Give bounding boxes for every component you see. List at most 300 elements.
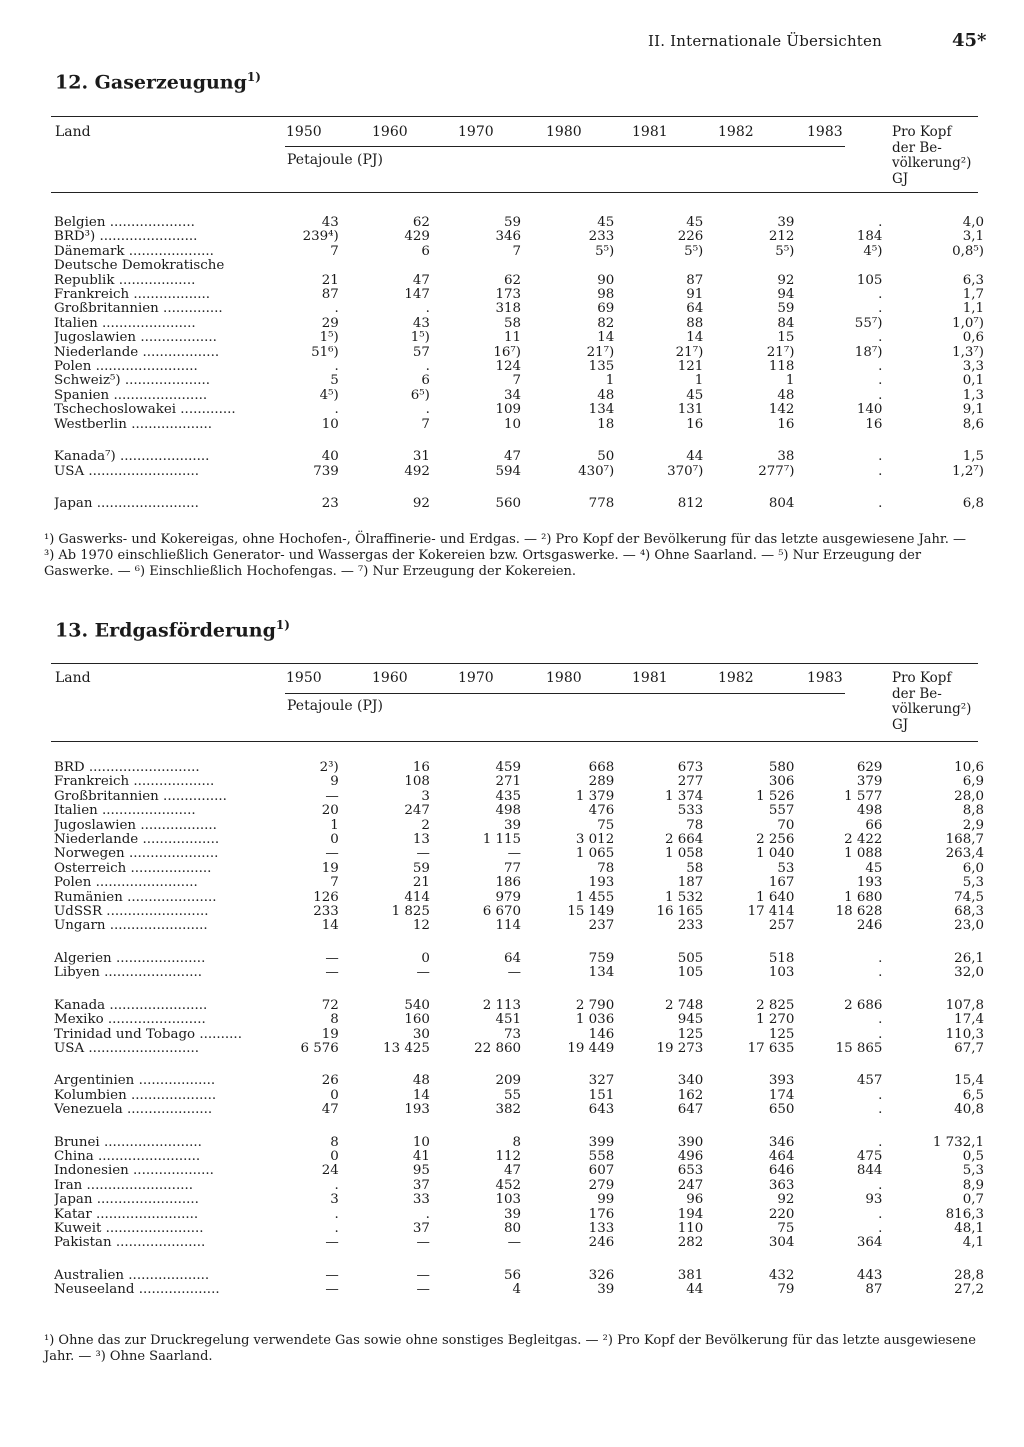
value-cell: 15 bbox=[777, 331, 795, 346]
value-cell: 1 115 bbox=[482, 833, 522, 848]
value-cell: 1 532 bbox=[664, 890, 704, 905]
country-cell: Dänemark .................... bbox=[54, 244, 214, 259]
value-cell bbox=[430, 934, 521, 952]
country-cell: Ungarn ....................... bbox=[54, 919, 208, 934]
table-spacer-row bbox=[54, 934, 984, 952]
value-cell bbox=[703, 259, 794, 273]
value-cell: 58 bbox=[503, 316, 522, 331]
value-cell: 1 379 bbox=[575, 789, 615, 804]
value-cell: 19 273 bbox=[656, 1041, 704, 1056]
value-cell: 16 165 bbox=[656, 905, 704, 920]
value-cell: 77 bbox=[503, 861, 522, 876]
value-cell bbox=[275, 934, 339, 952]
table-13-unit-rule bbox=[285, 693, 845, 694]
year-header: 1960 bbox=[372, 670, 408, 686]
country-cell: BRD .......................... bbox=[54, 761, 200, 775]
table-row bbox=[54, 1150, 984, 1164]
value-cell bbox=[339, 432, 430, 450]
table-row bbox=[54, 761, 984, 775]
value-cell: . bbox=[878, 216, 883, 230]
value-cell: 108 bbox=[404, 775, 430, 790]
value-cell: 7 bbox=[330, 876, 339, 891]
value-cell: 39 bbox=[503, 1207, 522, 1222]
value-cell: 390 bbox=[677, 1135, 704, 1150]
value-cell: 72 bbox=[321, 998, 339, 1013]
value-cell: 39 bbox=[503, 818, 522, 833]
value-cell: 134 bbox=[588, 966, 615, 981]
value-cell: 74,5 bbox=[954, 890, 984, 905]
table-spacer-row bbox=[54, 1251, 984, 1269]
country-cell bbox=[54, 1118, 275, 1136]
value-cell: 673 bbox=[677, 761, 704, 775]
value-cell: 23 bbox=[321, 496, 339, 511]
table-row bbox=[54, 1193, 984, 1207]
value-cell: 56 bbox=[503, 1268, 522, 1283]
value-cell: 167 bbox=[768, 876, 795, 891]
value-cell: 32,0 bbox=[954, 966, 984, 981]
value-cell: 57 bbox=[412, 345, 430, 360]
value-cell bbox=[703, 479, 794, 497]
value-cell: 233 bbox=[588, 230, 615, 245]
value-cell: 8,6 bbox=[962, 417, 984, 432]
value-cell: 193 bbox=[588, 876, 615, 891]
value-cell: 816,3 bbox=[945, 1207, 984, 1222]
value-cell: 10 bbox=[503, 417, 522, 432]
value-cell: 239⁴) bbox=[302, 230, 339, 245]
value-cell: 304 bbox=[768, 1236, 795, 1251]
value-cell: 121 bbox=[677, 360, 704, 375]
country-cell: Jugoslawien .................. bbox=[54, 818, 217, 833]
value-cell: 29 bbox=[321, 316, 339, 331]
value-cell: 381 bbox=[677, 1268, 704, 1283]
value-cell: 346 bbox=[768, 1135, 795, 1150]
value-cell: 1,0⁷) bbox=[952, 316, 984, 331]
value-cell: 1,1 bbox=[962, 302, 984, 317]
value-cell: 21 bbox=[412, 876, 430, 891]
value-cell: 59 bbox=[412, 861, 430, 876]
value-cell: — bbox=[325, 1268, 339, 1283]
table-spacer-row bbox=[54, 432, 984, 450]
table-13-per-capita-header bbox=[892, 671, 971, 733]
value-cell: 1 577 bbox=[844, 789, 883, 804]
value-cell: 14 bbox=[321, 919, 339, 934]
value-cell: . bbox=[878, 496, 883, 511]
country-cell: BRD³) ....................... bbox=[54, 230, 198, 245]
year-header: 1980 bbox=[546, 670, 582, 686]
value-cell: 759 bbox=[588, 951, 615, 966]
value-cell: 134 bbox=[588, 403, 615, 418]
value-cell: 17,4 bbox=[954, 1013, 984, 1028]
value-cell: 2 113 bbox=[482, 998, 522, 1013]
value-cell: 8,9 bbox=[962, 1178, 984, 1193]
value-cell: 233 bbox=[313, 905, 339, 920]
value-cell bbox=[430, 1118, 521, 1136]
value-cell bbox=[614, 981, 703, 999]
country-cell: Indonesien ................... bbox=[54, 1164, 214, 1179]
country-cell: Frankreich .................. bbox=[54, 288, 211, 303]
value-cell: 78 bbox=[686, 818, 704, 833]
value-cell: . bbox=[878, 951, 883, 966]
table-13-title bbox=[55, 618, 290, 641]
value-cell: 110,3 bbox=[945, 1027, 984, 1042]
value-cell: 2 664 bbox=[664, 833, 704, 848]
value-cell: 64 bbox=[686, 302, 704, 317]
value-cell bbox=[703, 981, 794, 999]
table-row bbox=[54, 1042, 984, 1056]
country-cell: Polen ........................ bbox=[54, 876, 198, 891]
value-cell: 48 bbox=[597, 388, 615, 403]
value-cell: 492 bbox=[404, 464, 430, 479]
value-cell: 98 bbox=[597, 288, 615, 303]
value-cell: 629 bbox=[856, 761, 883, 775]
value-cell: 4 bbox=[512, 1283, 522, 1298]
value-cell: 11 bbox=[503, 331, 522, 346]
country-cell bbox=[54, 479, 275, 497]
value-cell: 247 bbox=[677, 1178, 704, 1193]
value-cell: 16 bbox=[412, 761, 430, 775]
value-cell: 27,2 bbox=[954, 1283, 984, 1298]
value-cell: 103 bbox=[768, 966, 795, 981]
value-cell: 162 bbox=[677, 1088, 704, 1103]
value-cell: 279 bbox=[588, 1178, 615, 1193]
value-cell: 3 012 bbox=[575, 833, 615, 848]
table-12-header-rule bbox=[51, 192, 978, 193]
value-cell: . bbox=[334, 360, 339, 375]
value-cell: 33 bbox=[412, 1193, 430, 1208]
table-row bbox=[54, 288, 984, 302]
value-cell bbox=[521, 1056, 614, 1074]
value-cell: 2 790 bbox=[575, 998, 615, 1013]
value-cell bbox=[882, 259, 984, 273]
value-cell: 44 bbox=[686, 1283, 704, 1298]
table-row bbox=[54, 1236, 984, 1250]
table-row bbox=[54, 952, 984, 966]
value-cell: 1 065 bbox=[575, 847, 615, 862]
year-header: 1982 bbox=[718, 124, 754, 140]
country-cell bbox=[54, 1056, 275, 1074]
value-cell: 6 bbox=[421, 374, 430, 389]
value-cell: — bbox=[325, 1283, 339, 1298]
value-cell: 82 bbox=[597, 316, 615, 331]
value-cell bbox=[521, 432, 614, 450]
country-cell: Polen ........................ bbox=[54, 360, 198, 375]
value-cell: 21⁷) bbox=[675, 345, 704, 360]
value-cell: 15,4 bbox=[954, 1074, 984, 1089]
value-cell bbox=[703, 432, 794, 450]
value-cell: — bbox=[325, 966, 339, 981]
country-cell: Rumänien ..................... bbox=[54, 890, 217, 905]
value-cell: . bbox=[425, 1207, 430, 1222]
value-cell: 79 bbox=[777, 1283, 795, 1298]
value-cell: 5,3 bbox=[962, 1164, 984, 1179]
value-cell: . bbox=[878, 302, 883, 317]
value-cell: 176 bbox=[588, 1207, 615, 1222]
value-cell: 594 bbox=[495, 464, 522, 479]
year-header: 1980 bbox=[546, 124, 582, 140]
value-cell: 2 bbox=[421, 818, 430, 833]
value-cell: 3,3 bbox=[962, 360, 984, 375]
value-cell: 87 bbox=[686, 273, 704, 288]
value-cell: 174 bbox=[768, 1088, 795, 1103]
table-row bbox=[54, 389, 984, 403]
value-cell: 28,8 bbox=[954, 1268, 984, 1283]
value-cell: 142 bbox=[768, 403, 795, 418]
value-cell bbox=[339, 479, 430, 497]
value-cell bbox=[430, 259, 521, 273]
value-cell: . bbox=[878, 331, 883, 346]
table-12-title-text: 12. Gaserzeugung bbox=[55, 71, 247, 94]
value-cell: 18 bbox=[597, 417, 615, 432]
country-cell: Kanada ....................... bbox=[54, 998, 208, 1013]
country-cell: Mexiko ....................... bbox=[54, 1013, 206, 1028]
value-cell: 87 bbox=[865, 1283, 883, 1298]
value-cell bbox=[882, 432, 984, 450]
value-cell: 1,5 bbox=[962, 450, 984, 465]
value-cell: 643 bbox=[588, 1103, 615, 1118]
value-cell: — bbox=[325, 789, 339, 804]
value-cell: 45 bbox=[686, 388, 704, 403]
per-capita-line: Pro Kopf bbox=[892, 670, 952, 686]
value-cell: 126 bbox=[313, 890, 339, 905]
value-cell: 607 bbox=[588, 1164, 615, 1179]
table-13-col-land: Land bbox=[55, 670, 91, 686]
country-cell: Westberlin ................... bbox=[54, 417, 213, 432]
value-cell: 1,3⁷) bbox=[952, 345, 984, 360]
table-row bbox=[54, 1013, 984, 1027]
value-cell: 173 bbox=[495, 288, 522, 303]
value-cell: 289 bbox=[588, 775, 615, 790]
country-cell: USA .......................... bbox=[54, 464, 200, 479]
value-cell: 59 bbox=[503, 216, 522, 230]
value-cell: 393 bbox=[768, 1074, 795, 1089]
table-row bbox=[54, 450, 984, 464]
value-cell: 6 bbox=[421, 244, 430, 259]
value-cell: . bbox=[878, 360, 883, 375]
value-cell: 464 bbox=[768, 1149, 795, 1164]
value-cell bbox=[521, 1251, 614, 1269]
value-cell: 15 149 bbox=[567, 905, 615, 920]
value-cell: 16 bbox=[865, 417, 883, 432]
value-cell bbox=[614, 479, 703, 497]
value-cell: 9 bbox=[330, 775, 339, 790]
value-cell: 1 640 bbox=[756, 890, 795, 905]
value-cell: 37 bbox=[412, 1221, 430, 1236]
table-12-unit: Petajoule (PJ) bbox=[287, 152, 384, 168]
value-cell: 13 bbox=[412, 833, 430, 848]
value-cell: 114 bbox=[495, 919, 522, 934]
year-header: 1983 bbox=[807, 124, 843, 140]
value-cell: 1 bbox=[694, 374, 704, 389]
value-cell: . bbox=[878, 1178, 883, 1193]
value-cell: 1 040 bbox=[756, 847, 795, 862]
table-row bbox=[54, 1028, 984, 1042]
table-row bbox=[54, 230, 984, 244]
value-cell: 1,7 bbox=[962, 288, 984, 303]
value-cell: 93 bbox=[865, 1193, 883, 1208]
value-cell: — bbox=[507, 966, 522, 981]
value-cell: 14 bbox=[597, 331, 615, 346]
value-cell: 45 bbox=[686, 216, 704, 230]
per-capita-line: völkerung²) bbox=[892, 701, 972, 717]
value-cell: 429 bbox=[404, 230, 430, 245]
value-cell: 6 576 bbox=[300, 1041, 339, 1056]
value-cell: 558 bbox=[588, 1149, 615, 1164]
value-cell: 580 bbox=[768, 761, 795, 775]
value-cell: 778 bbox=[588, 496, 615, 511]
value-cell: 498 bbox=[856, 804, 883, 819]
year-header: 1983 bbox=[807, 670, 843, 686]
value-cell bbox=[794, 1251, 882, 1269]
table-12-body bbox=[54, 216, 984, 511]
table-13-title-text: 13. Erdgasförderung bbox=[55, 619, 276, 642]
value-cell: 668 bbox=[588, 761, 615, 775]
value-cell: 327 bbox=[588, 1074, 615, 1089]
country-cell bbox=[54, 981, 275, 999]
value-cell: . bbox=[425, 360, 430, 375]
value-cell: 5⁵) bbox=[684, 244, 704, 259]
table-row bbox=[54, 1222, 984, 1236]
value-cell bbox=[521, 981, 614, 999]
value-cell bbox=[882, 934, 984, 952]
value-cell: 6 670 bbox=[482, 905, 522, 920]
value-cell: . bbox=[878, 1013, 883, 1028]
value-cell: 64 bbox=[503, 951, 522, 966]
value-cell: 2 686 bbox=[844, 998, 883, 1013]
value-cell bbox=[882, 1251, 984, 1269]
value-cell: 16 bbox=[686, 417, 704, 432]
table-row bbox=[54, 1208, 984, 1222]
value-cell bbox=[430, 1056, 521, 1074]
value-cell bbox=[882, 981, 984, 999]
table-row bbox=[54, 775, 984, 789]
value-cell: 5,3 bbox=[962, 876, 984, 891]
country-cell: Neuseeland ................... bbox=[54, 1283, 220, 1298]
table-13-unit: Petajoule (PJ) bbox=[287, 698, 384, 714]
value-cell: 653 bbox=[677, 1164, 704, 1179]
value-cell: 3,1 bbox=[962, 230, 984, 245]
country-cell: Schweiz⁵) .................... bbox=[54, 374, 210, 389]
value-cell: 7 bbox=[512, 244, 522, 259]
value-cell: 432 bbox=[768, 1268, 795, 1283]
value-cell: 135 bbox=[588, 360, 615, 375]
value-cell: 147 bbox=[404, 288, 430, 303]
table-spacer-row bbox=[54, 479, 984, 497]
value-cell: . bbox=[878, 450, 883, 465]
table-row bbox=[54, 360, 984, 374]
value-cell: 414 bbox=[404, 890, 430, 905]
value-cell: 340 bbox=[677, 1074, 704, 1089]
value-cell: 476 bbox=[588, 804, 615, 819]
value-cell: 91 bbox=[686, 288, 704, 303]
value-cell: 1⁵) bbox=[410, 331, 430, 346]
country-cell: Argentinien .................. bbox=[54, 1074, 216, 1089]
value-cell: 99 bbox=[597, 1193, 615, 1208]
value-cell: 257 bbox=[768, 919, 795, 934]
value-cell: 21 bbox=[321, 273, 339, 288]
value-cell bbox=[794, 1118, 882, 1136]
value-cell: 37 bbox=[412, 1178, 430, 1193]
value-cell: 739 bbox=[313, 464, 339, 479]
value-cell: 19 bbox=[321, 861, 339, 876]
value-cell bbox=[339, 934, 430, 952]
country-cell: Belgien .................... bbox=[54, 216, 195, 230]
value-cell: 70 bbox=[777, 818, 795, 833]
country-cell: Deutsche Demokratische bbox=[54, 259, 225, 274]
value-cell: 58 bbox=[686, 861, 704, 876]
table-13-footnote: ¹) Ohne das zur Druckregelung verwendete Gas sowie ohne sonstiges Begleitgas. — ²) Pro Kopf der Bevölkerung für das letzte ausgewiesene Jahr. — ³) Ohne Saarland. bbox=[44, 1333, 976, 1364]
value-cell: 812 bbox=[677, 496, 704, 511]
value-cell: — bbox=[325, 1236, 339, 1251]
value-cell: 13 425 bbox=[383, 1041, 430, 1056]
value-cell bbox=[882, 1056, 984, 1074]
value-cell: 92 bbox=[777, 1193, 795, 1208]
table-row bbox=[54, 216, 984, 230]
value-cell: 945 bbox=[677, 1013, 704, 1028]
value-cell: 14 bbox=[412, 1088, 430, 1103]
value-cell: 363 bbox=[768, 1178, 795, 1193]
value-cell bbox=[521, 1118, 614, 1136]
country-cell: UdSSR ........................ bbox=[54, 905, 209, 920]
value-cell bbox=[794, 1056, 882, 1074]
value-cell: 184 bbox=[856, 230, 883, 245]
country-cell: Österreich ................... bbox=[54, 861, 212, 876]
table-row bbox=[54, 331, 984, 345]
value-cell: 5⁵) bbox=[775, 244, 795, 259]
country-cell: Japan ........................ bbox=[54, 1193, 199, 1208]
value-cell: 430⁷) bbox=[578, 464, 615, 479]
value-cell: 1 825 bbox=[391, 905, 430, 920]
table-12-title bbox=[55, 70, 261, 93]
value-cell: 247 bbox=[404, 804, 430, 819]
value-cell: 326 bbox=[588, 1268, 615, 1283]
country-cell: Kolumbien .................... bbox=[54, 1088, 217, 1103]
value-cell: 187 bbox=[677, 876, 704, 891]
value-cell: 193 bbox=[856, 876, 883, 891]
value-cell: 90 bbox=[597, 273, 615, 288]
table-13-header-rule bbox=[51, 741, 978, 742]
country-cell: Großbritannien ............... bbox=[54, 789, 227, 804]
value-cell: 9,1 bbox=[962, 403, 984, 418]
value-cell: 118 bbox=[768, 360, 795, 375]
country-cell: Niederlande .................. bbox=[54, 345, 220, 360]
value-cell: — bbox=[416, 847, 430, 862]
value-cell: — bbox=[325, 847, 339, 862]
value-cell: 47 bbox=[503, 1164, 522, 1179]
value-cell: 1 455 bbox=[575, 890, 615, 905]
table-row bbox=[54, 1136, 984, 1150]
value-cell bbox=[794, 259, 882, 273]
value-cell: . bbox=[878, 966, 883, 981]
value-cell: 55 bbox=[503, 1088, 522, 1103]
value-cell bbox=[339, 1118, 430, 1136]
table-row bbox=[54, 819, 984, 833]
table-row bbox=[54, 403, 984, 417]
value-cell: 23,0 bbox=[954, 919, 984, 934]
per-capita-line: völkerung²) bbox=[892, 155, 972, 171]
country-cell: Kuweit ....................... bbox=[54, 1221, 204, 1236]
country-cell: Frankreich ................... bbox=[54, 775, 215, 790]
value-cell: 271 bbox=[495, 775, 522, 790]
value-cell: 1 374 bbox=[664, 789, 704, 804]
table-row bbox=[54, 374, 984, 388]
value-cell: 7 bbox=[330, 244, 339, 259]
value-cell: 125 bbox=[768, 1027, 795, 1042]
value-cell: 646 bbox=[768, 1164, 795, 1179]
value-cell: 88 bbox=[686, 316, 704, 331]
value-cell: 557 bbox=[768, 804, 795, 819]
value-cell: 8 bbox=[512, 1135, 522, 1150]
country-cell: Algerien ..................... bbox=[54, 951, 206, 966]
